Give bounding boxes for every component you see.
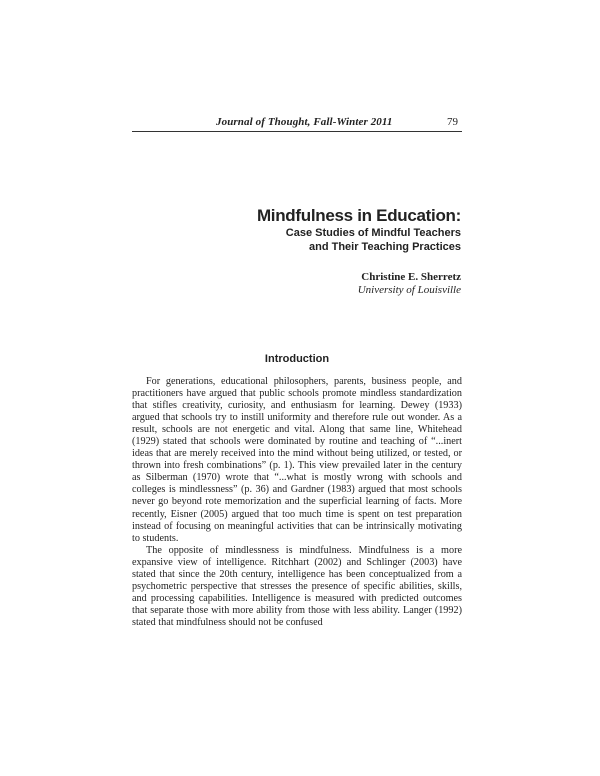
header-rule xyxy=(132,131,462,132)
running-header xyxy=(132,116,462,132)
article-subtitle-line-1: Case Studies of Mindful Teachers xyxy=(285,227,461,239)
article-subtitle-line-2: and Their Teaching Practices xyxy=(308,241,461,253)
page-number: 79 xyxy=(447,116,458,128)
author-name: Christine E. Sherretz xyxy=(361,271,461,283)
journal-title: Journal of Thought, Fall-Winter 2011 xyxy=(216,116,393,128)
section-heading: Introduction xyxy=(264,353,330,365)
paragraph-1: For generations, educational philosophers, parents, business people, and practitioners have argued that public schools promote mindless standardization that stifles creativity, curiosity, and enthusiasm for learning. Dewey (1933) argued that schools try to instill uniformity and therefore rule out wonder. As a result, schools are not energetic and vital. Along that same line, Whitehead (1929) stated that schools were dominated by routine and teaching of “...inert ideas that are merely received into the mind without being utilized, or tested, or thrown into fresh combinations” (p. 1). This view prevailed later in the century as Silberman (1970) wrote that “...what is mostly wrong with schools and colleges is mindlessness” (p. 36) and Gardner (1983) argued that most schools never go beyond rote memorization and the superficial learning of facts. More recently, Eisner (2005) argued that too much time is spent on test preparation instead of focusing on meaningful activities that can be intrinsically motivating to students. xyxy=(132,376,462,544)
author-block xyxy=(200,271,461,297)
author-affiliation: University of Louisville xyxy=(357,284,461,296)
article-title: Mindfulness in Education: xyxy=(256,206,461,225)
body-text xyxy=(132,376,462,629)
paragraph-2: The opposite of mindlessness is mindfulness. Mindfulness is a more expansive view of intelligence. Ritchhart (2002) and Schlinger (2003) have stated that since the 20th century, intelligence has been conceptualized from a psychometric perspective that stresses the presence of specific abilities, skills, and processing capabilities. Intelligence is measured with predicted outcomes that separate those with more ability from those with less ability. Langer (1992) stated that mindfulness should not be confused xyxy=(132,544,462,628)
title-block xyxy=(200,205,461,297)
